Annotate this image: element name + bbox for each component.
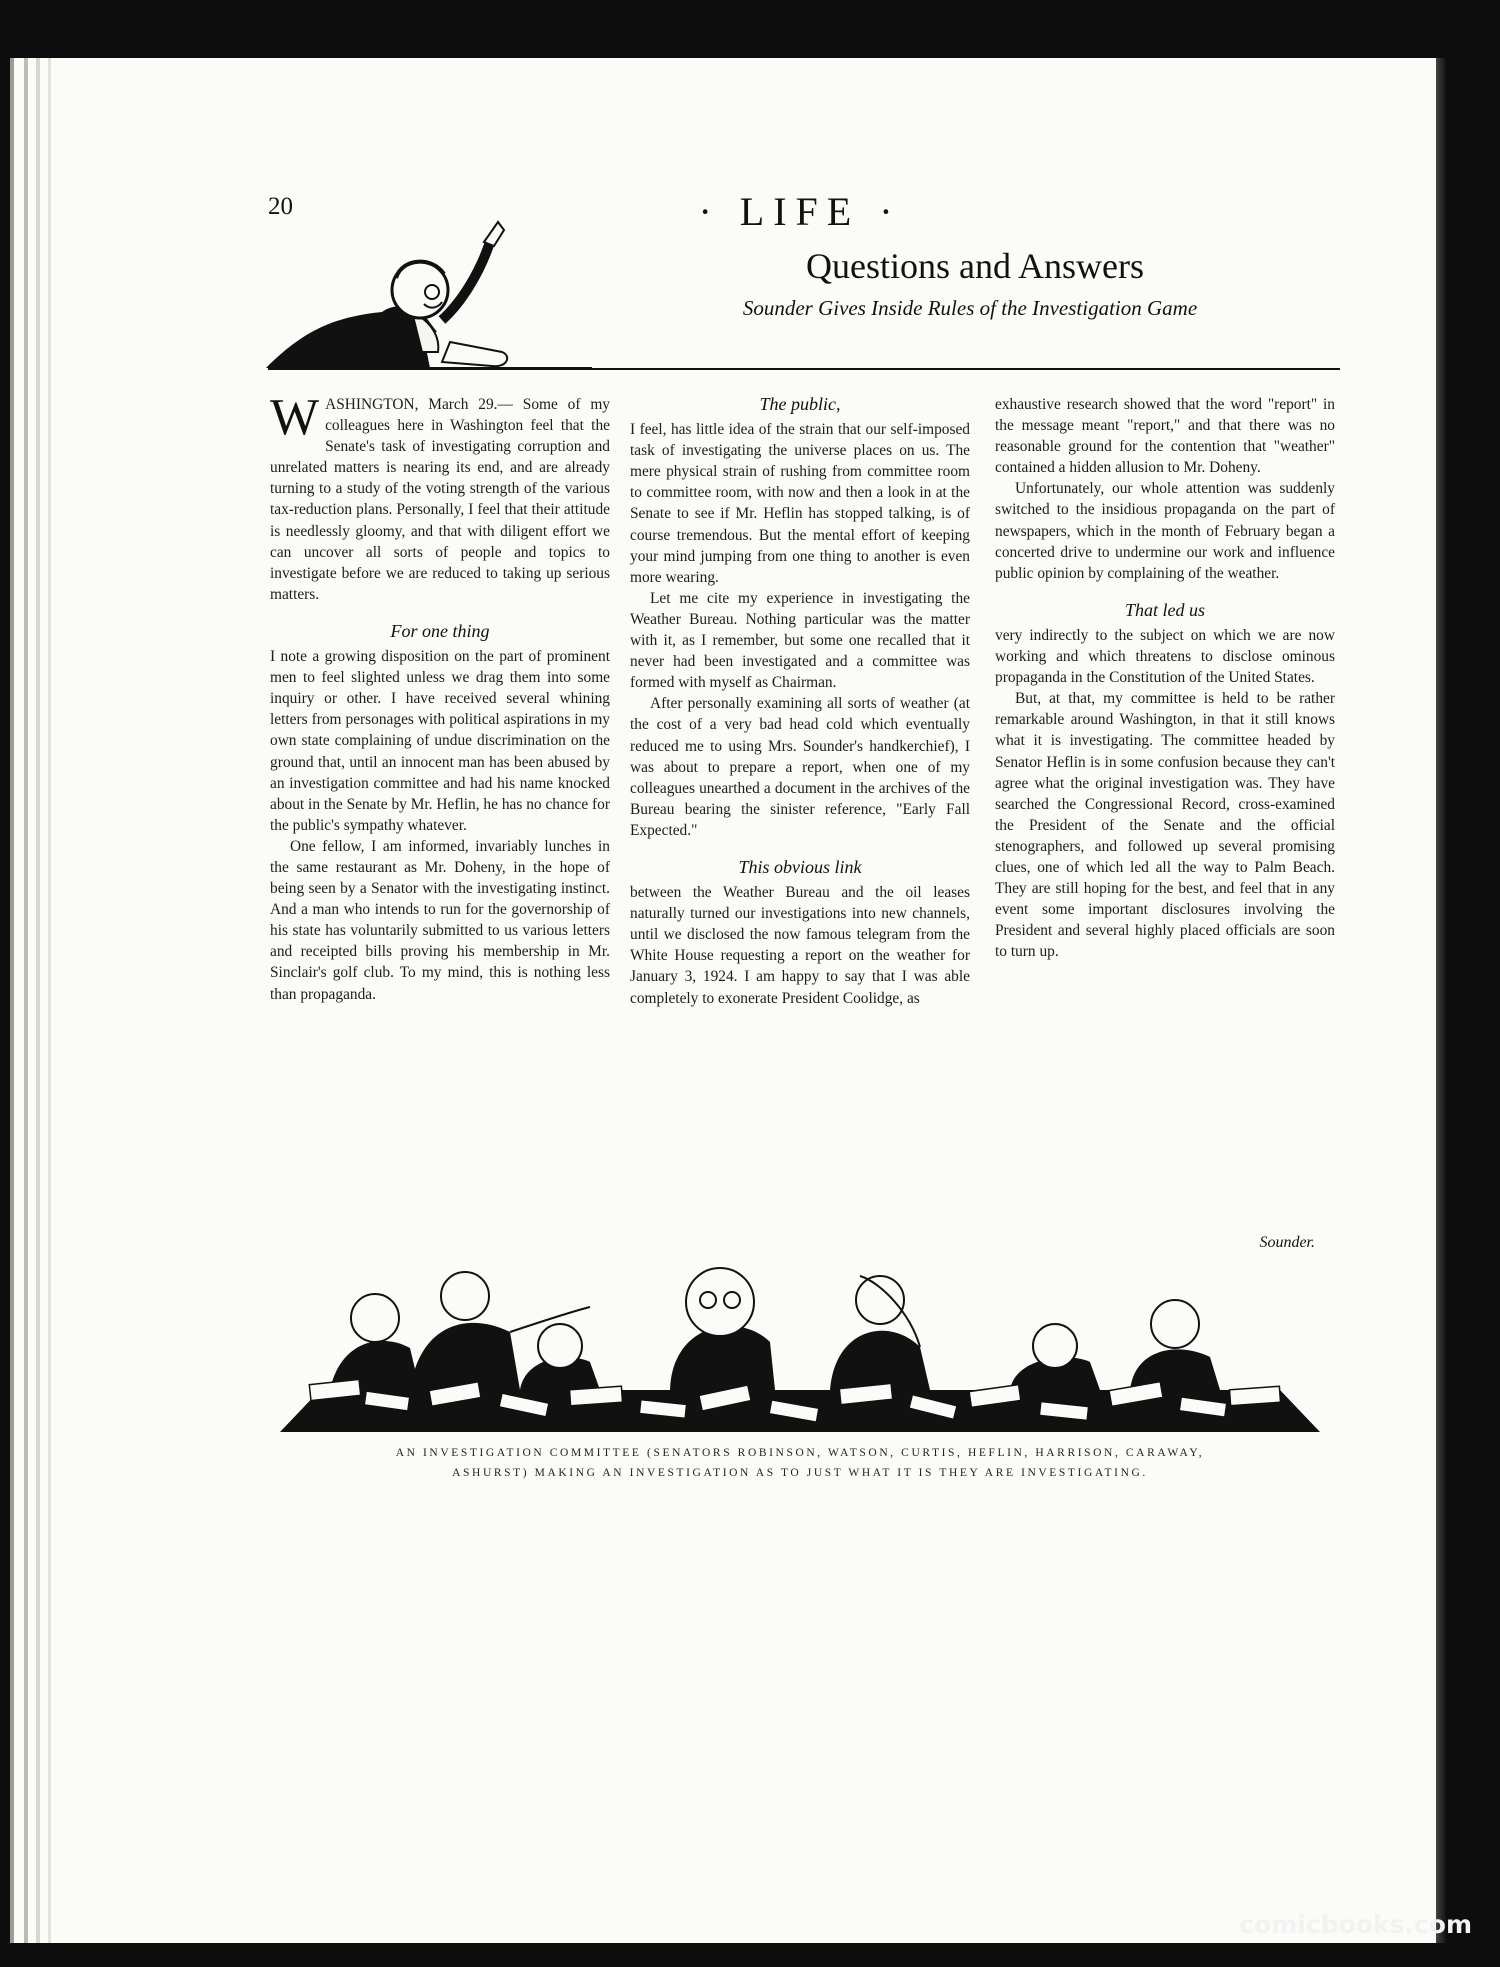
- cartoon-caption: AN INVESTIGATION COMMITTEE (SENATORS ROBINSON, WATSON, CURTIS, HEFLIN, HARRISON, CARAWAY, ASHURST) MAKING AN INVESTIGATION AS TO JUST WHAT IT IS THEY ARE INVESTIGATING.: [395, 1447, 1205, 1479]
- header-rule: [268, 368, 1340, 370]
- magazine-title: · LIFE ·: [698, 189, 902, 234]
- paragraph: Unfortunately, our whole attention was suddenly switched to the insidious propaganda on the part of newspapers, which in the month of February began a concerted drive to undermine our work and influence public opinion by complaining of the weather.: [995, 480, 1335, 582]
- section-heading: This obvious link: [738, 856, 862, 877]
- page-edge: [36, 58, 40, 1943]
- orator-caricature-icon: [262, 212, 592, 372]
- subheadline: Sounder Gives Inside Rules of the Investigation Game: [742, 296, 1198, 320]
- paragraph: between the Weather Bureau and the oil leases naturally turned our investigations into new channels, until we disclosed the now famous telegram from the White House requesting a report on the weather for January 3, 1924. I am happy to say that I was able completely to exonerate President Coolidge, as: [630, 884, 970, 1007]
- paragraph: very indirectly to the subject on which we are now working and which threatens to disclose ominous propaganda in the Constitution of the United States.: [995, 626, 1335, 687]
- paragraph: After personally examining all sorts of weather (at the cost of a very bad head cold which eventually reduced me to using Mrs. Sounder's handkerchief), I was about to prepare a report, when one of my colleagues unearthed a document in the archives of the Bureau bearing the sinister reference, "Early Fall Expected.": [630, 695, 970, 839]
- page-edge: [48, 58, 51, 1943]
- section-heading: The public,: [759, 394, 841, 414]
- paragraph: exhaustive research showed that the word "report" in the message meant "report," and that there was no reasonable ground for the contention that "weather" contained a hidden allusion to Mr. Doheny.: [995, 396, 1335, 477]
- headline: Questions and Answers: [806, 246, 1144, 286]
- committee-table-cartoon-icon: [270, 1262, 1330, 1434]
- article-column-3: [995, 394, 1335, 962]
- page-number: 20: [268, 193, 293, 220]
- paragraph: One fellow, I am informed, invariably lunches in the same restaurant as Mr. Doheny, in the hope of being seen by a Senator with the investigating instinct. And a man who intends to run for the governorship of his state has voluntarily submitted to us various letters and receipted bills proving his membership in Mr. Sinclair's golf club. To my mind, this is nothing less than propaganda.: [270, 837, 610, 1003]
- article-column-1: [270, 389, 610, 1005]
- binding-gutter: [1436, 58, 1446, 1943]
- author-signature: Sounder.: [1259, 1234, 1315, 1251]
- paragraph: WASHINGTON, March 29.— Some of my colleagues here in Washington feel that the Senate's task of investigating corruption and unrelated matters is nearing its end, and are already turning to a study of the voting strength of the various tax-reduction plans. Personally, I feel that their attitude is needlessly gloomy, and that with diligent effort we can uncover all sorts of people and topics to investigate before we are reduced to taking up serious matters.: [270, 389, 610, 603]
- page-edge: [24, 58, 28, 1943]
- paragraph: I feel, has little idea of the strain that our self-imposed task of investigating the universe places on us. The mere physical strain of rushing from committee room to committee room, with now and then a look in at the Senate to see if Mr. Heflin has stopped talking, is of course tremendous. But the mental effort of keeping your mind jumping from one thing to another is even more wearing.: [630, 421, 970, 586]
- paragraph: But, at that, my committee is held to be rather remarkable around Washington, in that it still knows what it is investigating. The committee headed by Senator Heflin is in some confusion because they can't agree what the original investigation was. They have searched the Congressional Record, cross-examined the President of the Senate and the official stenographers, and followed up several promising clues, one of which led all the way to Palm Beach. They are still hoping for the best, and feel that in any event some important disclosures involving the President and several highly placed officials are soon to turn up.: [995, 690, 1335, 961]
- article-column-2: [630, 394, 970, 1009]
- paragraph: Let me cite my experience in investigating the Weather Bureau. Nothing particular was the matter with it, as I remember, but some one recalled that it never had been investigated and a committee was formed with myself as Chairman.: [630, 589, 970, 692]
- watermark: comicbooks.com: [1239, 1910, 1472, 1939]
- drop-cap: W: [270, 389, 320, 446]
- section-heading: For one thing: [390, 620, 490, 641]
- paragraph: I note a growing disposition on the part of prominent men to feel slighted unless we drag them into some inquiry or other. I have received several whining letters from personages with political aspirations in my own state complaining of undue discrimination on the ground that, until an innocent man has been abused by an investigation committee and had his name knocked about in the Senate by Mr. Heflin, he has no chance for the public's sympathy whatever.: [270, 648, 610, 834]
- section-heading: That led us: [1124, 599, 1205, 620]
